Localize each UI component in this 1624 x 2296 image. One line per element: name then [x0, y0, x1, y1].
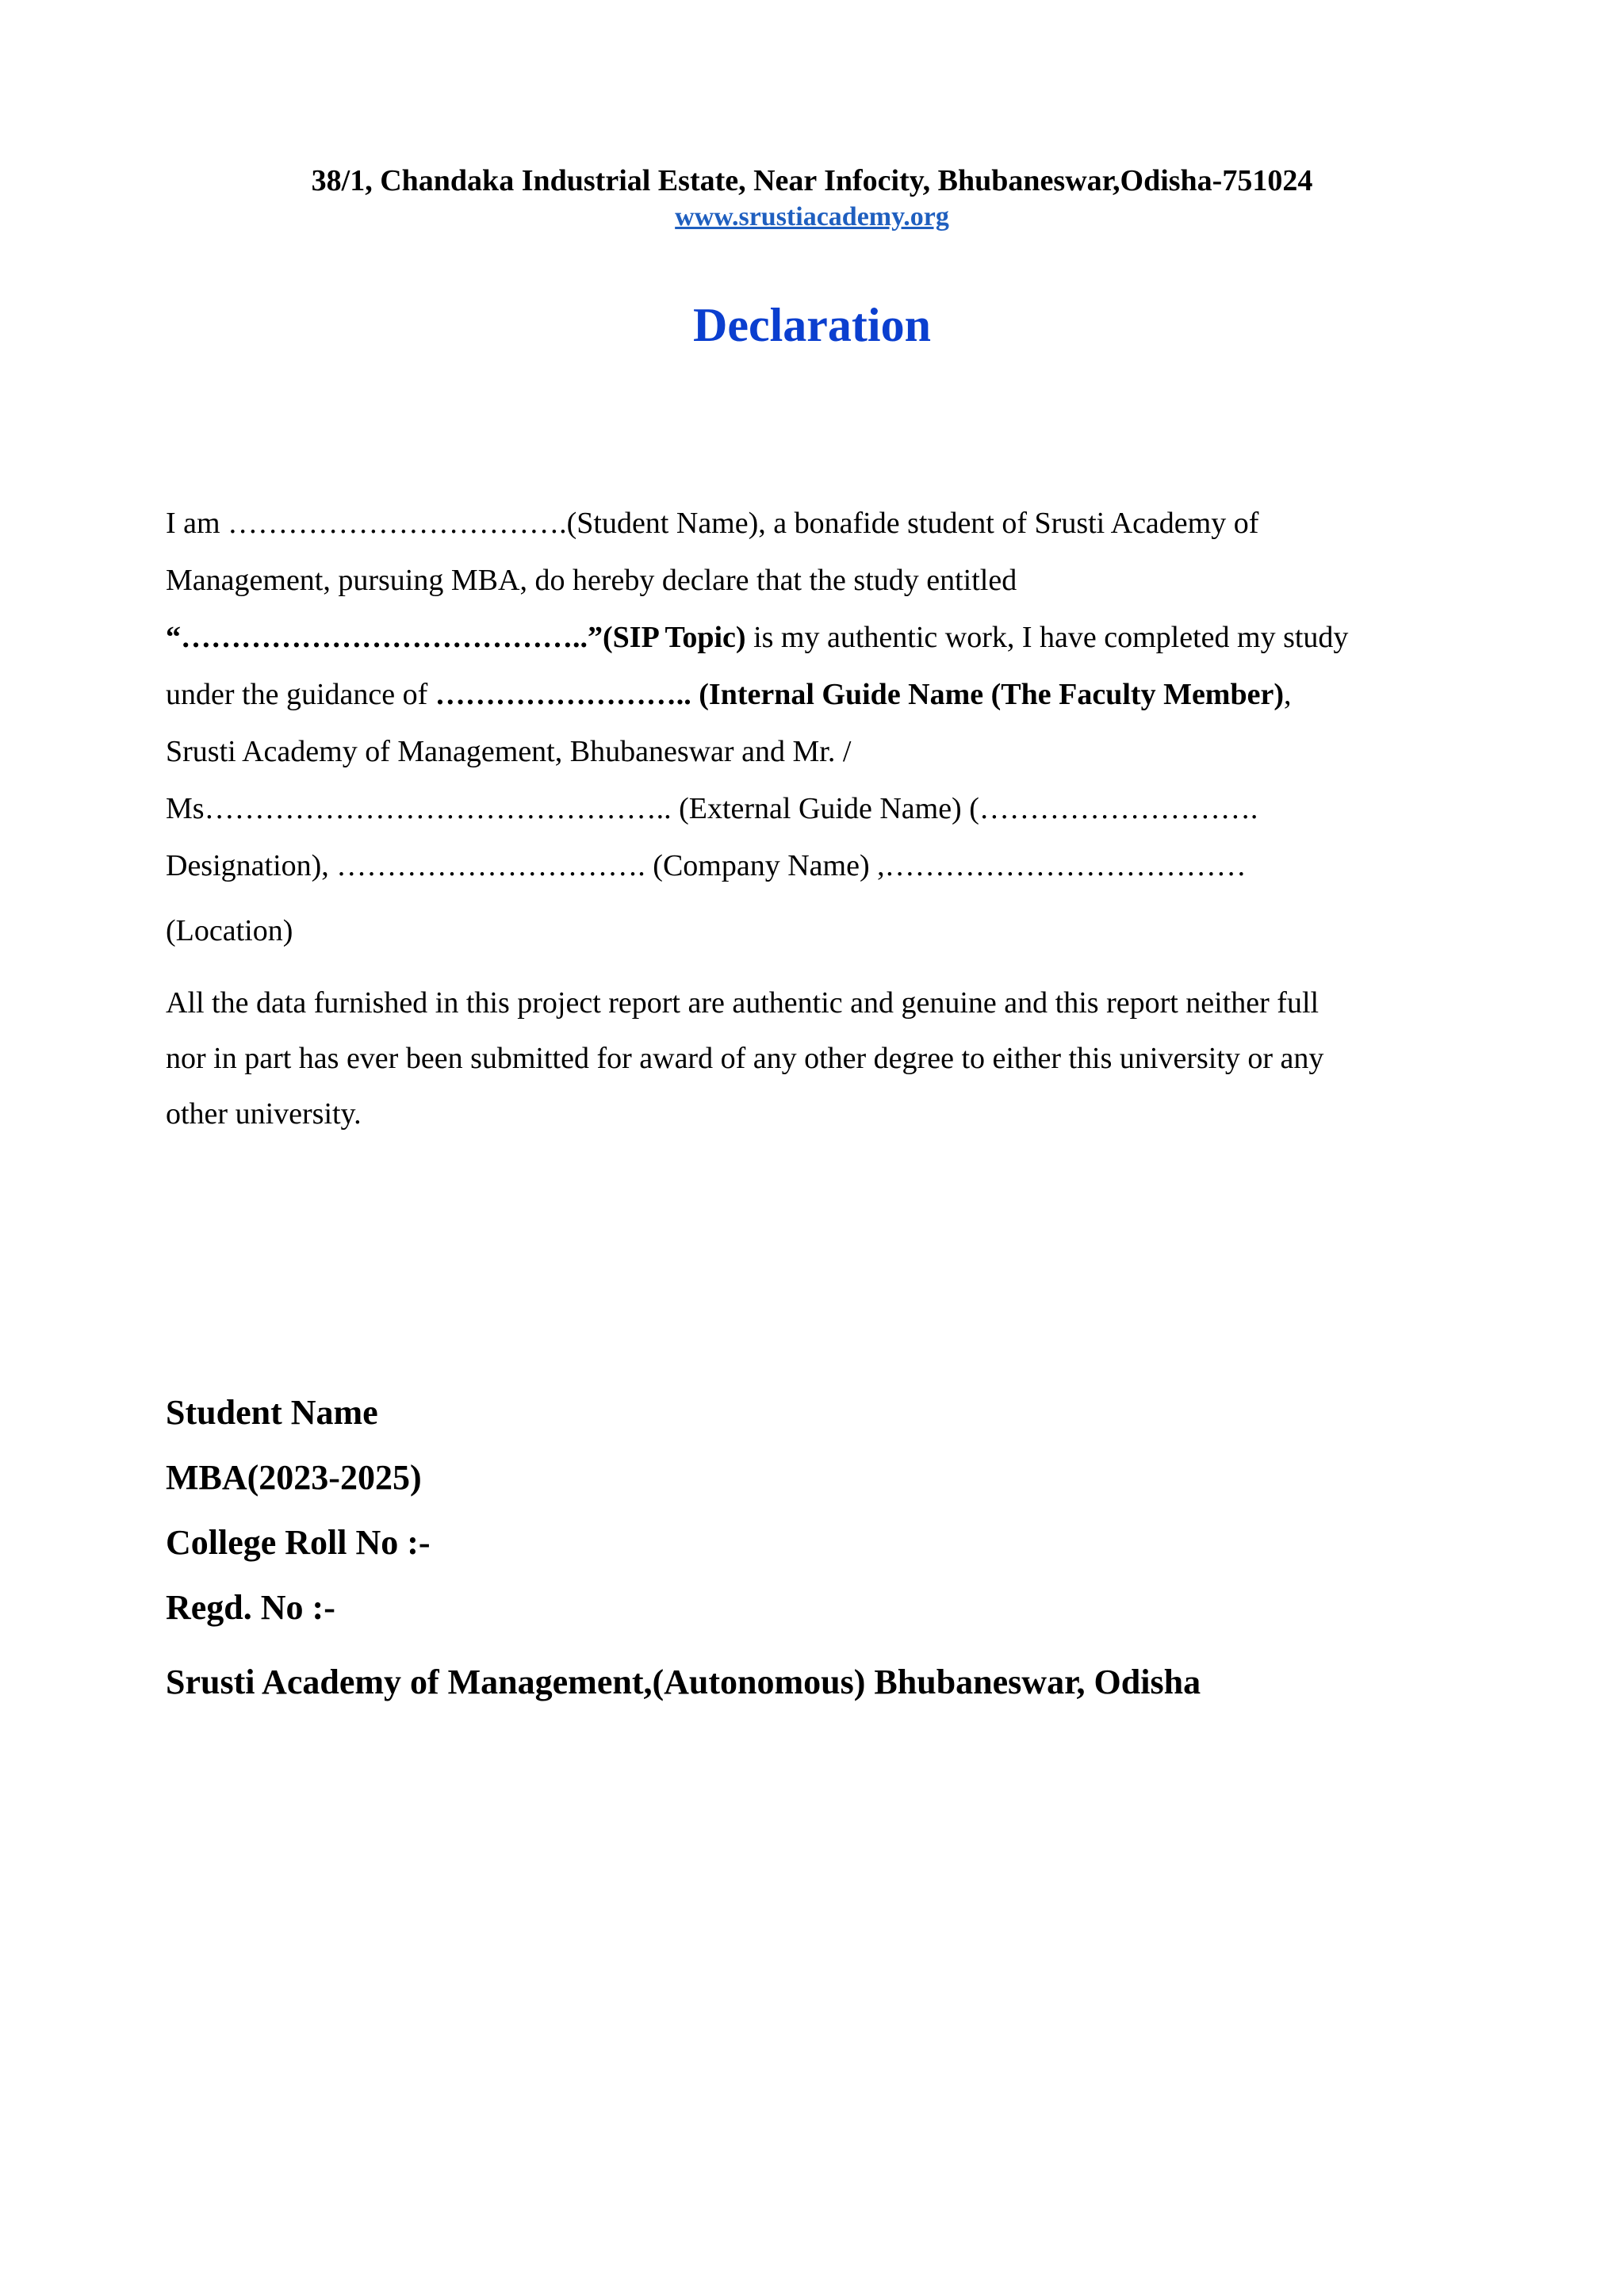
word: Academy	[242, 735, 358, 768]
word: Name)	[879, 792, 962, 825]
designation-placeholder: (……………………….	[969, 792, 1258, 825]
word: Guide	[798, 792, 872, 825]
external-guide-placeholder: Ms………………………………………..	[166, 792, 672, 825]
paragraph-line-1: All the data furnished in this project report are authentic and genuine and this report neither full	[166, 986, 1320, 1020]
word: under	[166, 678, 235, 711]
page-title: Declaration	[693, 299, 931, 351]
word: I	[166, 507, 176, 540]
paragraph-line-7	[166, 837, 1463, 894]
signature-regd-no: Regd. No :-	[166, 1588, 335, 1627]
student-name-placeholder: …………………………….(Student	[228, 507, 669, 540]
paragraph-line-2: nor in part has ever been submitted for award of any other degree to either this university or any	[166, 1042, 1324, 1075]
word: the	[242, 678, 279, 711]
signature-roll-no: College Roll No :-	[166, 1523, 431, 1562]
word: Srusti	[166, 735, 236, 768]
location-label: (Location)	[166, 914, 293, 947]
word: a	[773, 507, 787, 540]
word: Name)	[787, 849, 870, 882]
word: Srusti Academy of	[1034, 507, 1259, 540]
line-text: is my authentic work, I have completed my study	[745, 621, 1349, 654]
word: Bhubaneswar	[569, 735, 734, 768]
word: of	[1002, 507, 1028, 540]
word: of	[402, 678, 428, 711]
word: (Company	[653, 849, 780, 882]
word: bonafide	[794, 507, 900, 540]
signature-institution: Srusti Academy of Management,(Autonomous) Bhubaneswar, Odisha	[166, 1663, 1201, 1701]
paragraph-line-1	[166, 495, 1463, 552]
internal-guide-text: …………………….. (Internal Guide Name (The Faculty Member)	[435, 678, 1284, 711]
paragraph-line-3	[166, 609, 1463, 666]
signature-program: MBA(2023-2025)	[166, 1458, 422, 1497]
word: of	[365, 735, 390, 768]
word: Mr.	[792, 735, 836, 768]
paragraph-line-3: other university.	[166, 1097, 362, 1131]
sip-topic-placeholder: “…………………………………..”(SIP Topic)	[166, 621, 746, 654]
declaration-paragraph	[166, 495, 1463, 894]
paragraph-line-4	[166, 666, 1463, 723]
word: and	[741, 735, 785, 768]
internal-guide-placeholder	[435, 678, 1292, 711]
website-link-wrapper	[0, 200, 1624, 235]
website-link[interactable]: www.srustiacademy.org	[675, 202, 949, 232]
authenticity-paragraph	[166, 975, 1463, 1142]
paragraph-line-2: Management, pursuing MBA, do hereby declare that the study entitled	[166, 564, 1017, 597]
word: student	[907, 507, 994, 540]
word: guidance	[285, 678, 396, 711]
word: am	[183, 507, 220, 540]
word: Designation),	[166, 849, 329, 882]
institution-address: 38/1, Chandaka Industrial Estate, Near Infocity, Bhubaneswar,Odisha-751024	[311, 164, 1313, 197]
word: Name),	[676, 507, 766, 540]
paragraph-line-6	[166, 780, 1463, 837]
word: Management,	[397, 735, 563, 768]
location-placeholder: ,………………………………	[877, 849, 1247, 882]
paragraph-line-5	[166, 723, 1463, 780]
word: /	[842, 735, 852, 768]
company-name-placeholder: ………………………….	[336, 849, 645, 882]
word: (External	[679, 792, 791, 825]
signature-student-name: Student Name	[166, 1393, 378, 1432]
punctuation: ,	[1283, 678, 1292, 711]
